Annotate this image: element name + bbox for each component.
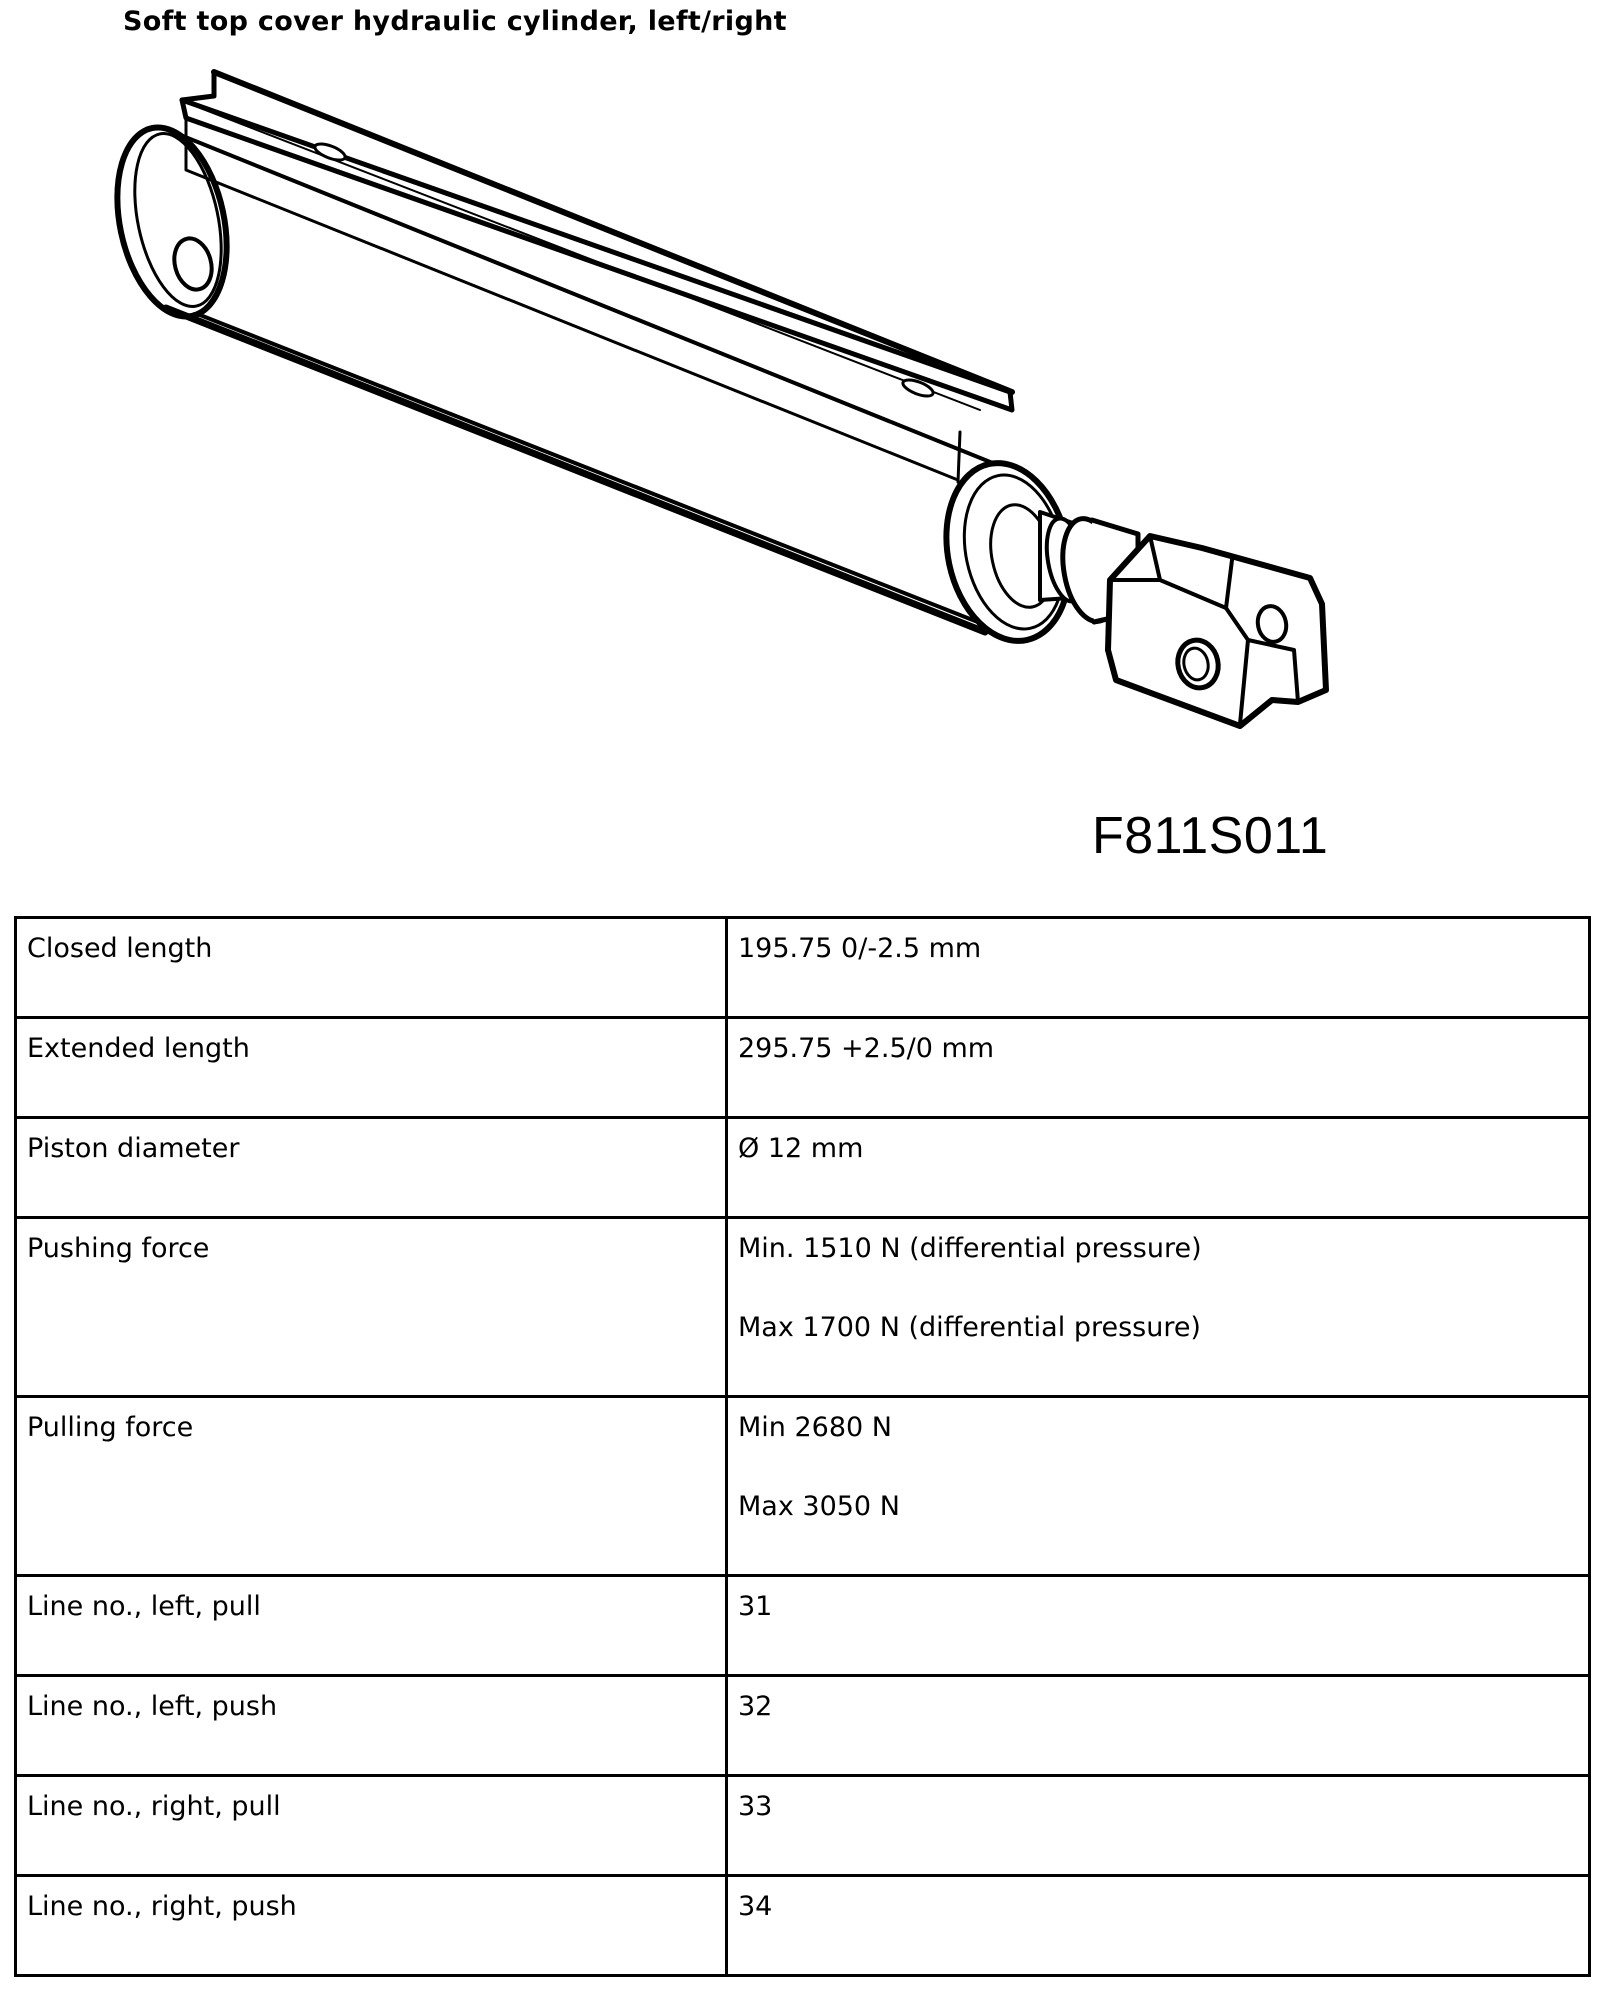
- table-row: [16, 1018, 1590, 1118]
- table-row: [16, 1397, 1590, 1576]
- spec-value: 33: [727, 1776, 1590, 1876]
- spec-value: 195.75 0/-2.5 mm: [727, 918, 1590, 1018]
- document-title: Soft top cover hydraulic cylinder, left/right: [123, 6, 787, 37]
- table-row: [16, 1876, 1590, 1976]
- spec-label: Line no., left, push: [16, 1676, 727, 1776]
- spec-table: [14, 916, 1591, 1977]
- spec-value: 32: [727, 1676, 1590, 1776]
- spec-value: Min 2680 N Max 3050 N: [727, 1397, 1590, 1576]
- table-row: [16, 1776, 1590, 1876]
- table-row: [16, 1676, 1590, 1776]
- spec-value: Ø 12 mm: [727, 1118, 1590, 1218]
- spec-label: Closed length: [16, 918, 727, 1018]
- spec-value: 31: [727, 1576, 1590, 1676]
- figure-code: F811S011: [1092, 807, 1329, 865]
- clevis-fork: [1108, 536, 1326, 726]
- spec-label: Line no., right, pull: [16, 1776, 727, 1876]
- table-row: [16, 1218, 1590, 1397]
- hydraulic-cylinder-drawing: [100, 60, 1360, 760]
- cylinder-barrel: [162, 130, 1010, 630]
- spec-label: Pulling force: [16, 1397, 727, 1576]
- table-row: [16, 1118, 1590, 1218]
- spec-label: Line no., right, push: [16, 1876, 727, 1976]
- spec-label: Line no., left, pull: [16, 1576, 727, 1676]
- spec-label: Pushing force: [16, 1218, 727, 1397]
- table-row: [16, 1576, 1590, 1676]
- spec-label: Extended length: [16, 1018, 727, 1118]
- spec-label: Piston diameter: [16, 1118, 727, 1218]
- spec-value: 295.75 +2.5/0 mm: [727, 1018, 1590, 1118]
- spec-value: Min. 1510 N (differential pressure) Max 1700 N (differential pressure): [727, 1218, 1590, 1397]
- table-row: [16, 918, 1590, 1018]
- spec-value: 34: [727, 1876, 1590, 1976]
